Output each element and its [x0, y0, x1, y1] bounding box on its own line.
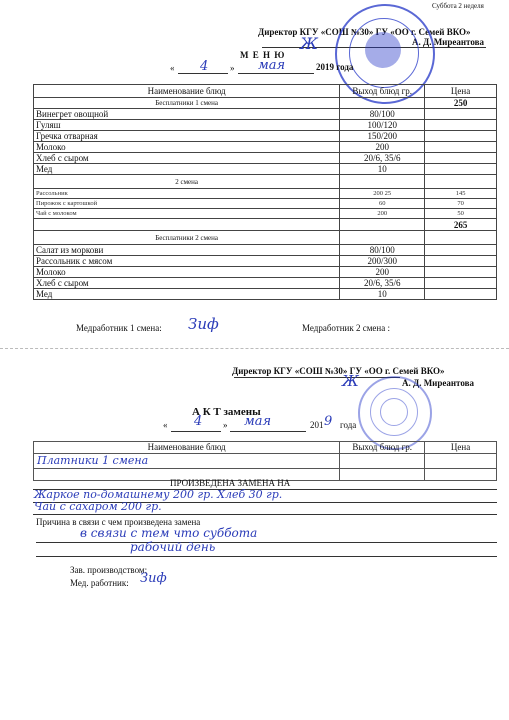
- act-director-name: А. Д. Миреантова: [402, 378, 474, 388]
- act-row1-handwritten: Платники 1 смена: [37, 454, 149, 467]
- table-row: Мед 10: [34, 164, 497, 175]
- act-med-label: Мед. работник:: [70, 578, 129, 588]
- act-table: [33, 441, 497, 481]
- menu-col-price: Цена: [425, 85, 497, 98]
- table-row: Салат из моркови 80/100: [34, 245, 497, 256]
- act-col-name: Наименование блюд: [34, 442, 340, 454]
- table-row: Гречка отварная 150/200: [34, 131, 497, 142]
- menu-date-day: 4: [200, 59, 209, 74]
- act-date-year-suffix: года: [340, 420, 357, 430]
- act-reason-label: Причина в связи с чем произведена замена: [36, 517, 201, 527]
- act-date-year-prefix: 201: [310, 420, 324, 430]
- menu-date-year: 2019 года: [316, 62, 354, 72]
- table-row: Молоко 200: [34, 267, 497, 278]
- table-row: Чай с молоком 200 50: [34, 209, 497, 219]
- act-stamp-seal: [358, 376, 432, 450]
- menu-medic1-signature: Зиф: [188, 315, 219, 333]
- menu-section-shift2: 2 смена: [34, 175, 340, 189]
- menu-medic1-label: Медработник 1 смена:: [76, 323, 162, 333]
- menu-director-signature: Ж: [300, 34, 318, 53]
- act-reason-line2: рабочий день: [130, 540, 216, 554]
- table-row: Хлеб с сыром 20/6, 35/6: [34, 153, 497, 164]
- act-med-signature: Зиф: [140, 571, 167, 586]
- act-col-price: Цена: [425, 442, 497, 454]
- page-divider: [0, 348, 509, 349]
- act-zav-label: Зав. производством:: [70, 565, 148, 575]
- menu-section-free2: Бесплатники 2 смена: [34, 231, 340, 245]
- act-title: А К Т замены: [192, 406, 261, 418]
- menu-col-output: Выход блюд гр.: [340, 85, 425, 98]
- act-director-line: Директор КГУ «СОШ №30» ГУ «ОО г. Семей ВКО»: [232, 366, 445, 376]
- table-row: Пирожок с картошкой 60 70: [34, 199, 497, 209]
- table-row: Рассольник 200 25 145: [34, 189, 497, 199]
- act-replace-line1: Жаркое по-домашнему 200 гр. Хлеб 30 гр.: [34, 488, 283, 501]
- menu-price-total-1: 250: [425, 98, 497, 109]
- act-date-mid: »: [223, 420, 228, 430]
- menu-date-mid: »: [230, 63, 235, 73]
- table-row: Рассольник с мясом 200/300: [34, 256, 497, 267]
- menu-director-name: А. Д. Миреантова: [412, 37, 484, 47]
- menu-col-name: Наименование блюд: [34, 85, 340, 98]
- act-director-signature: Ж: [342, 372, 359, 390]
- act-reason-line1: в связи с тем что суббота: [80, 526, 258, 540]
- table-row: Мед 10: [34, 289, 497, 300]
- act-date-open: «: [163, 420, 168, 430]
- menu-director-line: Директор КГУ «СОШ №30» ГУ «ОО г. Семей ВКО»: [258, 27, 471, 37]
- table-row: Хлеб с сыром 20/6, 35/6: [34, 278, 497, 289]
- act-date-day: 4: [194, 414, 203, 429]
- menu-table: [33, 84, 497, 300]
- act-col-output: Выход блюд гр.: [340, 442, 425, 454]
- menu-medic2-label: Медработник 2 смена :: [302, 323, 390, 333]
- act-replace-title: ПРОИЗВЕДЕНА ЗАМЕНА НА: [170, 478, 291, 488]
- table-row: Гуляш 100/120: [34, 120, 497, 131]
- menu-price-total-2: 265: [425, 219, 497, 231]
- corner-note: Суббота 2 неделя: [432, 2, 484, 10]
- menu-title: М Е Н Ю: [240, 50, 286, 60]
- act-date-year-hand: 9: [324, 414, 333, 429]
- menu-date-month: мая: [258, 58, 286, 73]
- act-date-month: мая: [244, 414, 272, 429]
- act-replace-line2: Чай с сахаром 200 гр.: [34, 500, 162, 513]
- table-row: Молоко 200: [34, 142, 497, 153]
- table-row: Винегрет овощной 80/100: [34, 109, 497, 120]
- menu-section-free1: Бесплатники 1 смена: [34, 98, 340, 109]
- menu-date-open: «: [170, 63, 175, 73]
